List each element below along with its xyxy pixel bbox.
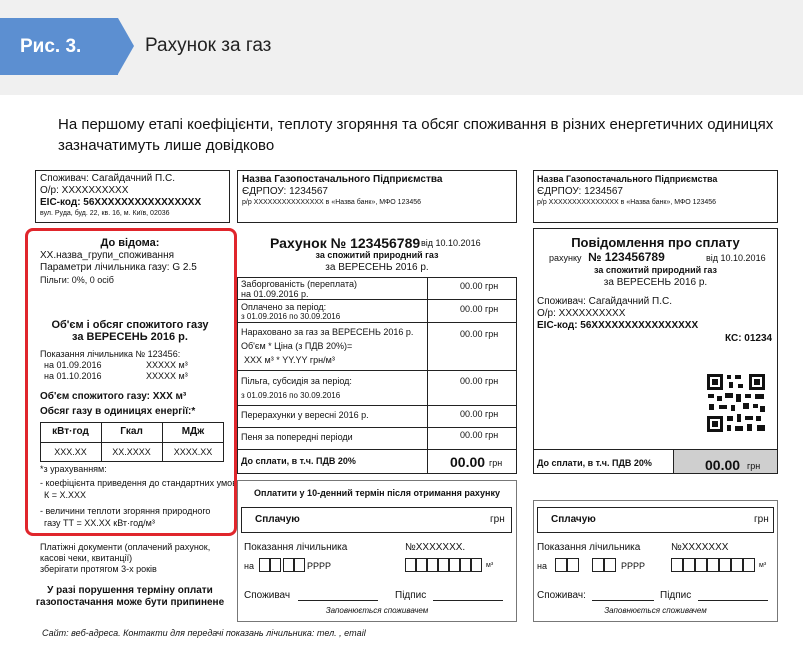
invoice-reading-box-5[interactable] — [449, 558, 460, 572]
invoice-subtitle: за спожитий природний газ — [315, 250, 439, 260]
notice-account: О/р: ХХХХХХХХХХ — [537, 308, 626, 319]
invoice-filled-by: Заповнюється споживачем — [325, 606, 429, 615]
notice-supplier-name: Назва Газопостачального Підприємства — [537, 174, 718, 184]
invoice-reading-box-3[interactable] — [427, 558, 438, 572]
info-title: До відома: — [100, 237, 160, 249]
invoice-unit-m3: м³ — [486, 562, 494, 569]
info-meter-params: Параметри лічильника газу: G 2.5 — [40, 262, 197, 273]
warning-2: газопостачання може бути припинене — [35, 597, 225, 608]
figure-title: Рахунок за газ — [145, 35, 272, 56]
warning-1: У разі порушення терміну оплати — [47, 585, 213, 596]
notice-meter-on: на — [537, 561, 547, 571]
invoice-reading-box-2[interactable] — [416, 558, 427, 572]
invoice-row-4-sub: з 01.09.2016 по 30.09.2016 — [241, 391, 341, 400]
invoice-row-3-formula: ХХХ м³ * YY.YY грн/м³ — [244, 355, 335, 365]
invoice-row-3-label: Нараховано за газ за ВЕРЕСЕНЬ 2016 р. — [241, 327, 414, 337]
notice-year-label: РРРР — [621, 561, 646, 571]
energy-header-gcal: Гкал — [120, 426, 143, 437]
payment-docs-2: касові чеки, квитанції) — [40, 553, 133, 563]
badge-arrow-shape — [118, 18, 134, 74]
notice-account-prefix: рахунку — [549, 253, 582, 263]
notice-filled-by: Заповнюється споживачем — [604, 606, 707, 615]
notice-total-label: До сплати, в т.ч. ПДВ 20% — [537, 458, 652, 468]
volume-title-2: за ВЕРЕСЕНЬ 2016 р. — [72, 331, 188, 343]
meter-readings-label: Показання лічильника № 123456: — [40, 349, 181, 359]
notice-unit-m3: м³ — [759, 562, 767, 569]
invoice-row-6-amount: 00.00 грн — [460, 430, 499, 440]
notice-supplier-edrpou: ЄДРПОУ: 1234567 — [537, 186, 623, 197]
invoice-row-5-label: Перерахунки у вересні 2016 р. — [241, 410, 369, 420]
footnote-1b: К = Х.ХХХ — [44, 490, 87, 500]
invoice-row-2-amount: 00.00 грн — [460, 304, 499, 314]
notice-account-date: від 10.10.2016 — [706, 253, 766, 263]
invoice-row-4-label: Пільга, субсидія за період: — [241, 376, 352, 386]
energy-value-kwh: ХХХ.ХХ — [54, 447, 87, 457]
notice-consumer-label: Споживач: — [537, 590, 586, 601]
info-benefits: Пільги: 0%, 0 осіб — [40, 275, 114, 285]
energy-units-label: Обсяг газу в одиницях енергії:* — [40, 406, 196, 417]
consumer-account: О/р: ХХХХХХХХХХ — [40, 185, 129, 196]
notice-supplier-bank: р/р ХХХХХХХХХХХХХХХ в «Назва банк», МФО 123456 — [537, 199, 717, 206]
invoice-row-1-label: Заборгованість (переплата) — [241, 279, 358, 289]
notice-total-amount: 00.00 — [705, 457, 741, 473]
notice-reading-box-4[interactable] — [707, 558, 719, 572]
notice-meter-number: №ХХХХХХХ — [671, 542, 729, 553]
notice-subtitle: за спожитий природний газ — [594, 265, 717, 275]
notice-month-box-2[interactable] — [604, 558, 616, 572]
invoice-row-4-amount: 00.00 грн — [460, 376, 499, 386]
invoice-reading-box-6[interactable] — [460, 558, 471, 572]
notice-paid-currency: грн — [754, 514, 769, 525]
invoice-title: Рахунок № 123456789 — [270, 235, 421, 251]
notice-reading-box-3[interactable] — [695, 558, 707, 572]
payment-docs-1: Платіжні документи (оплачений рахунок, — [40, 542, 211, 552]
invoice-day-box-1[interactable] — [259, 558, 270, 572]
invoice-row-1-sub: на 01.09.2016 р. — [241, 289, 309, 299]
consumer-eic: ЕІС-код: 56ХХХХХХХХХХХХХХХХ — [40, 197, 202, 208]
invoice-meter-on: на — [244, 561, 254, 571]
footnote-2b: газу ТТ = ХХ.ХХ кВт·год/м³ — [44, 518, 155, 528]
footnote-1: - коефіцієнта приведення до стандартних умов — [40, 478, 237, 488]
notice-total-currency: грн — [747, 461, 761, 471]
consumed-volume: Об'єм спожитого газу: ХХХ м³ — [40, 391, 187, 402]
invoice-year-label: РРРР — [307, 561, 332, 571]
notice-reading-box-7[interactable] — [743, 558, 755, 572]
notice-meter-label: Показання лічильника — [537, 542, 641, 553]
notice-day-box-1[interactable] — [555, 558, 567, 572]
invoice-month-box-1[interactable] — [283, 558, 294, 572]
notice-reading-box-6[interactable] — [731, 558, 743, 572]
notice-signature-label: Підпис — [660, 590, 692, 601]
invoice-reading-box-7[interactable] — [471, 558, 482, 572]
reading-2-value: ХХХХХ м³ — [146, 371, 188, 381]
invoice-day-box-2[interactable] — [270, 558, 281, 572]
consumer-address: вул. Руда, буд. 22, кв. 16, м. Київ, 02036 — [40, 210, 170, 217]
invoice-total-currency: грн — [489, 458, 503, 468]
invoice-date: від 10.10.2016 — [421, 238, 481, 248]
intro-text: На першому етапі коефіцієнти, теплоту згоряння та обсяг споживання в різних енергетичних одиницях зазначатимуть лише довідково — [58, 116, 774, 154]
highlight-frame — [25, 228, 237, 536]
notice-month-box-1[interactable] — [592, 558, 604, 572]
invoice-meter-number: №ХХХХХХХ. — [405, 542, 466, 553]
invoice-row-2-label: Оплачено за період: — [241, 302, 327, 312]
invoice-row-3-sub: Об'єм * Ціна (з ПДВ 20%)= — [241, 341, 353, 351]
reading-2-date: на 01.10.2016 — [44, 371, 102, 381]
invoice-row-1-amount: 00.00 грн — [460, 281, 499, 291]
invoice-signature-label: Підпис — [395, 590, 427, 601]
notice-reading-box-2[interactable] — [683, 558, 695, 572]
invoice-consumer-line[interactable] — [298, 600, 378, 601]
notice-day-box-2[interactable] — [567, 558, 579, 572]
notice-consumer-line[interactable] — [592, 600, 654, 601]
invoice-paid-label: Сплачую — [255, 514, 300, 525]
footnote-title: *з урахуванням: — [40, 464, 107, 474]
energy-value-mj: ХХХХ.ХХ — [173, 447, 213, 457]
consumer-name: Споживач: Сагайдачний П.С. — [40, 173, 175, 184]
notice-signature-line[interactable] — [698, 600, 768, 601]
invoice-reading-box-1[interactable] — [405, 558, 416, 572]
info-group: ХХ.назва_групи_споживання — [40, 250, 175, 261]
invoice-row-3-amount: 00.00 грн — [460, 329, 499, 339]
notice-title: Повідомлення про сплату — [571, 235, 740, 250]
supplier-name: Назва Газопостачального Підприємства — [242, 174, 443, 185]
invoice-row-6-label: Пеня за попередні періоди — [241, 432, 353, 442]
invoice-period: за ВЕРЕСЕНЬ 2016 р. — [325, 262, 429, 273]
energy-value-gcal: ХХ.ХХХХ — [112, 447, 151, 457]
notice-eic: ЕІС-код: 56ХХХХХХХХХХХХХХХХ — [537, 320, 699, 331]
figure-badge: Рис. 3. — [0, 18, 118, 75]
invoice-pay-term: Оплатити у 10-денний термін після отримання рахунку — [254, 488, 500, 498]
footer-contacts: Сайт: веб-адреса. Контакти для передачі показань лічильника: тел. , email — [42, 628, 366, 638]
notice-period: за ВЕРЕСЕНЬ 2016 р. — [603, 277, 708, 288]
reading-1-value: ХХХХХ м³ — [146, 360, 188, 370]
invoice-meter-label: Показання лічильника — [244, 542, 348, 553]
qr-code-icon — [705, 372, 767, 434]
reading-1-date: на 01.09.2016 — [44, 360, 102, 370]
energy-header-mj: МДж — [181, 426, 205, 437]
notice-reading-box-5[interactable] — [719, 558, 731, 572]
supplier-edrpou: ЄДРПОУ: 1234567 — [242, 186, 328, 197]
notice-account-number: № 123456789 — [588, 250, 665, 264]
supplier-bank: р/р ХХХХХХХХХХХХХХХ в «Назва банк», МФО 123456 — [242, 199, 422, 206]
footnote-2: - величини теплоти згоряння природного — [40, 506, 211, 516]
invoice-row-2-sub: з 01.09.2016 по 30.09.2016 — [241, 312, 341, 321]
notice-reading-box-1[interactable] — [671, 558, 683, 572]
notice-consumer: Споживач: Сагайдачний П.С. — [537, 296, 672, 307]
notice-ks: КС: 01234 — [725, 333, 773, 344]
energy-header-kwh: кВт·год — [52, 426, 89, 437]
invoice-total-label: До сплати, в т.ч. ПДВ 20% — [241, 456, 356, 466]
payment-docs-3: зберігати протягом 3-х років — [40, 564, 157, 574]
invoice-reading-box-4[interactable] — [438, 558, 449, 572]
invoice-consumer-label: Споживач — [244, 590, 291, 601]
invoice-signature-line[interactable] — [433, 600, 503, 601]
invoice-total-amount: 00.00 — [450, 454, 486, 470]
invoice-row-5-amount: 00.00 грн — [460, 409, 499, 419]
notice-paid-label: Сплачую — [551, 514, 596, 525]
volume-title-1: Об'єм і обсяг спожитого газу — [51, 319, 209, 331]
invoice-paid-currency: грн — [490, 514, 505, 525]
invoice-month-box-2[interactable] — [294, 558, 305, 572]
